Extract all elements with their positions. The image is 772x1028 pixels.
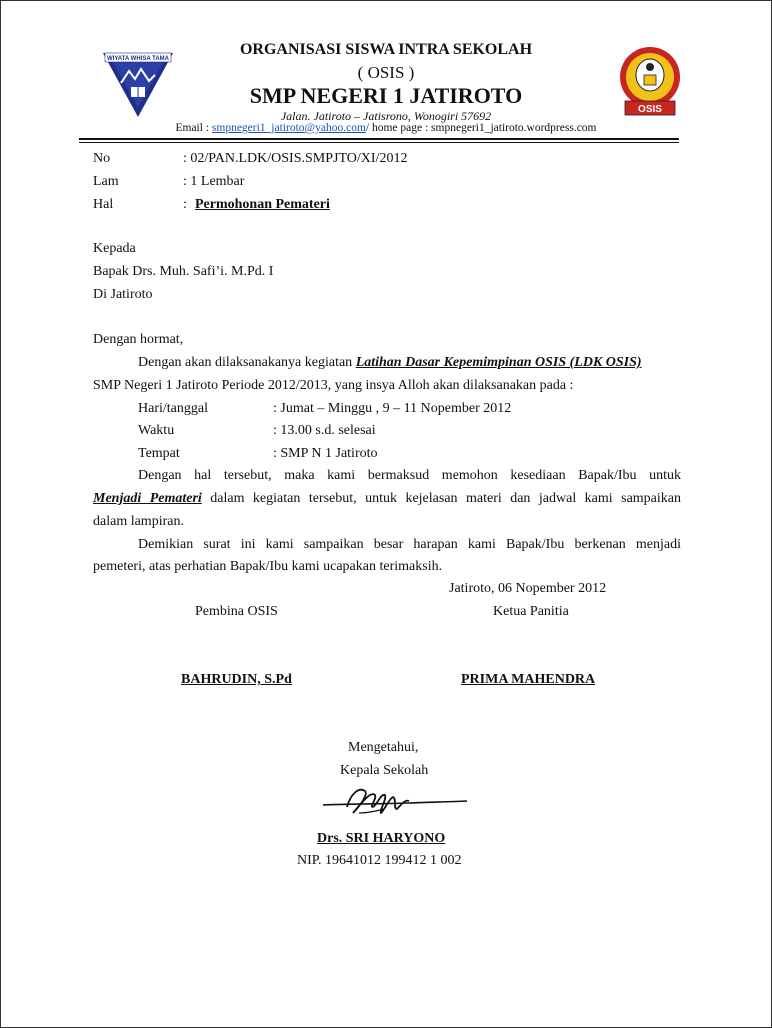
paragraph1-line2: SMP Negeri 1 Jatiroto Periode 2012/2013, yang insya Alloh akan dilaksanakan pada : [93, 378, 574, 393]
osis-label: ( OSIS ) [357, 63, 415, 82]
hal-label: Hal [93, 197, 114, 212]
hal-colon: : [183, 197, 187, 212]
header-rule-thick [79, 138, 679, 140]
recipient-line2: Bapak Drs. Muh. Safi’i. M.Pd. I [93, 264, 274, 279]
homepage-text: / home page : smpnegeri1_jatiroto.wordpress.com [365, 122, 597, 134]
right-signer-name: PRIMA MAHENDRA [461, 672, 596, 687]
paragraph2-line3: dalam lampiran. [93, 514, 184, 529]
no-label: No [93, 151, 111, 166]
contact-line [1, 122, 771, 134]
paragraph3-line2: pemeteri, atas perhatian Bapak/Ibu kami ucapakan terimaksih. [93, 559, 443, 574]
headmaster-name: Drs. SRI HARYONO [317, 831, 446, 846]
org-name: ORGANISASI SISWA INTRA SEKOLAH [239, 41, 533, 58]
detail-label-time: Waktu [138, 423, 175, 438]
detail-label-date: Hari/tanggal [138, 401, 208, 416]
school-address: Jalan. Jatiroto – Jatisrono, Wonogiri 57692 [280, 109, 492, 123]
detail-value-date: : Jumat – Minggu , 9 – 11 Nopember 2012 [273, 401, 512, 416]
paragraph1-line1 [138, 355, 642, 371]
lam-value: : 1 Lembar [183, 174, 245, 189]
acknowledged-label: Mengetahui, [348, 740, 419, 755]
role-emphasis: Menjadi Pemateri [93, 491, 202, 506]
lam-label: Lam [93, 174, 119, 189]
header-rule-thin [79, 142, 679, 143]
greeting: Dengan hormat, [93, 332, 184, 347]
email-label: Email : [175, 122, 212, 134]
detail-label-place: Tempat [138, 446, 180, 461]
detail-value-time: : 13.00 s.d. selesai [273, 423, 376, 438]
headmaster-nip: NIP. 19641012 199412 1 002 [297, 853, 462, 868]
activity-name: Latihan Dasar Kepemimpinan OSIS (LDK OSIS) [355, 355, 642, 370]
paragraph2-line2-text: dalam kegiatan tersebut, untuk kejelasan materi dan jadwal kami sampaikan [201, 491, 681, 506]
left-signer-title: Pembina OSIS [195, 604, 278, 619]
left-signer-name: BAHRUDIN, S.Pd [181, 672, 292, 687]
headmaster-signature [319, 783, 471, 821]
no-value: : 02/PAN.LDK/OSIS.SMPJTO/XI/2012 [183, 151, 408, 166]
headmaster-title: Kepala Sekolah [340, 763, 429, 778]
email-link[interactable]: smpnegeri1_jatiroto@yahoo.com [211, 122, 366, 134]
paragraph1-start: Dengan akan dilaksanakanya kegiatan [138, 355, 356, 370]
school-name: SMP NEGERI 1 JATIROTO [249, 83, 523, 108]
recipient-line3: Di Jatiroto [93, 287, 153, 302]
paragraph3-line1: Demikian surat ini kami sampaikan besar harapan kami Bapak/Ibu berkenan menjadi [138, 537, 681, 552]
right-signer-title: Ketua Panitia [493, 604, 569, 619]
paragraph2-line1: Dengan hal tersebut, maka kami bermaksud memohon kesediaan Bapak/Ibu untuk [138, 468, 681, 483]
place-date: Jatiroto, 06 Nopember 2012 [449, 581, 607, 596]
recipient-line1: Kepada [93, 241, 136, 256]
hal-value: Permohonan Pemateri [195, 197, 330, 212]
logo-left-text: WIYATA WHISA TAMA [107, 56, 169, 62]
detail-value-place: : SMP N 1 Jatiroto [273, 446, 378, 461]
logo-right-text: OSIS [638, 104, 662, 115]
paragraph2-line2 [93, 491, 681, 507]
